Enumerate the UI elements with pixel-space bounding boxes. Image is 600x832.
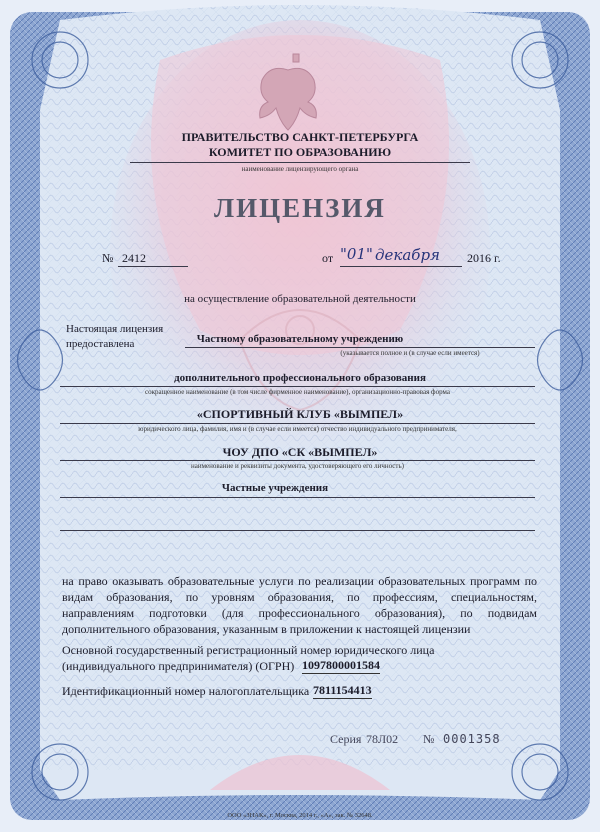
licensee-caption2: сокращенное наименование (в том числе фирменное наименование), организационно-правовая форма	[145, 388, 450, 396]
ogrn-label-line1: Основной государственный регистрационный номер юридического лица	[62, 643, 435, 657]
granted-label: Настоящая лицензия предоставлена	[66, 323, 164, 350]
divider	[60, 460, 535, 461]
license-number: 2412	[122, 251, 146, 265]
authority-name-line1: ПРАВИТЕЛЬСТВО САНКТ-ПЕТЕРБУРГА	[181, 130, 419, 144]
date-day: "01"	[340, 245, 373, 263]
divider	[60, 423, 535, 424]
rights-text: на право оказывать образовательные услуги по реализации образовательных программ по видам образования, по уровням образования, по профессиям, специальностям, направлениям подготовки (для профессионального образования), по подвидам дополнительного образования, указанным в приложении к настоящей лицензии	[62, 574, 537, 636]
licensee-line2: дополнительного профессионального образования	[174, 372, 426, 384]
document-title: ЛИЦЕНЗИЯ	[214, 193, 386, 223]
license-purpose: на осуществление образовательной деятельности	[184, 293, 416, 305]
licensee-line5: Частные учреждения	[221, 482, 329, 494]
licensee-line4: ЧОУ ДПО «СК «ВЫМПЕЛ»	[222, 445, 378, 459]
inn-value: 7811154413	[313, 683, 372, 697]
series-label: Серия	[330, 732, 362, 746]
divider	[340, 266, 462, 267]
licensee-caption3: юридического лица, фамилия, имя и (в случае если имеется) отчество индивидуального предпринимателя,	[138, 425, 457, 433]
divider	[118, 266, 188, 267]
ogrn-label-line2: (индивидуального предпринимателя) (ОГРН)	[62, 659, 295, 673]
ogrn-value: 1097800001584	[302, 658, 380, 672]
printer-imprint: ООО «ЗНАК», г. Москва, 2014 г., «А», зак. № 32648.	[227, 812, 373, 819]
date-prefix: от	[322, 251, 334, 265]
authority-name-line2: КОМИТЕТ ПО ОБРАЗОВАНИЮ	[208, 145, 392, 159]
licensee-caption4: наименование и реквизиты документа, удостоверяющего его личность)	[191, 462, 404, 470]
series-value: 78Л02	[366, 732, 399, 746]
divider	[60, 530, 535, 531]
licensee-line3: «СПОРТИВНЫЙ КЛУБ «ВЫМПЕЛ»	[196, 407, 404, 421]
licensee-caption1: (указывается полное и (в случае если имеется)	[340, 349, 480, 357]
form-number-value: 0001358	[443, 732, 501, 746]
date-month: декабря	[375, 246, 440, 264]
authority-caption: наименование лицензирующего органа	[241, 165, 359, 173]
divider	[130, 162, 470, 163]
divider	[185, 347, 535, 348]
divider	[60, 497, 535, 498]
form-number-label: №	[423, 732, 435, 746]
license-number-label: №	[102, 251, 114, 265]
inn-label: Идентификационный номер налогоплательщика	[62, 684, 310, 698]
licensee-line1: Частному образовательному учреждению	[196, 333, 404, 345]
divider	[60, 386, 535, 387]
date-year: 2016 г.	[467, 251, 501, 265]
